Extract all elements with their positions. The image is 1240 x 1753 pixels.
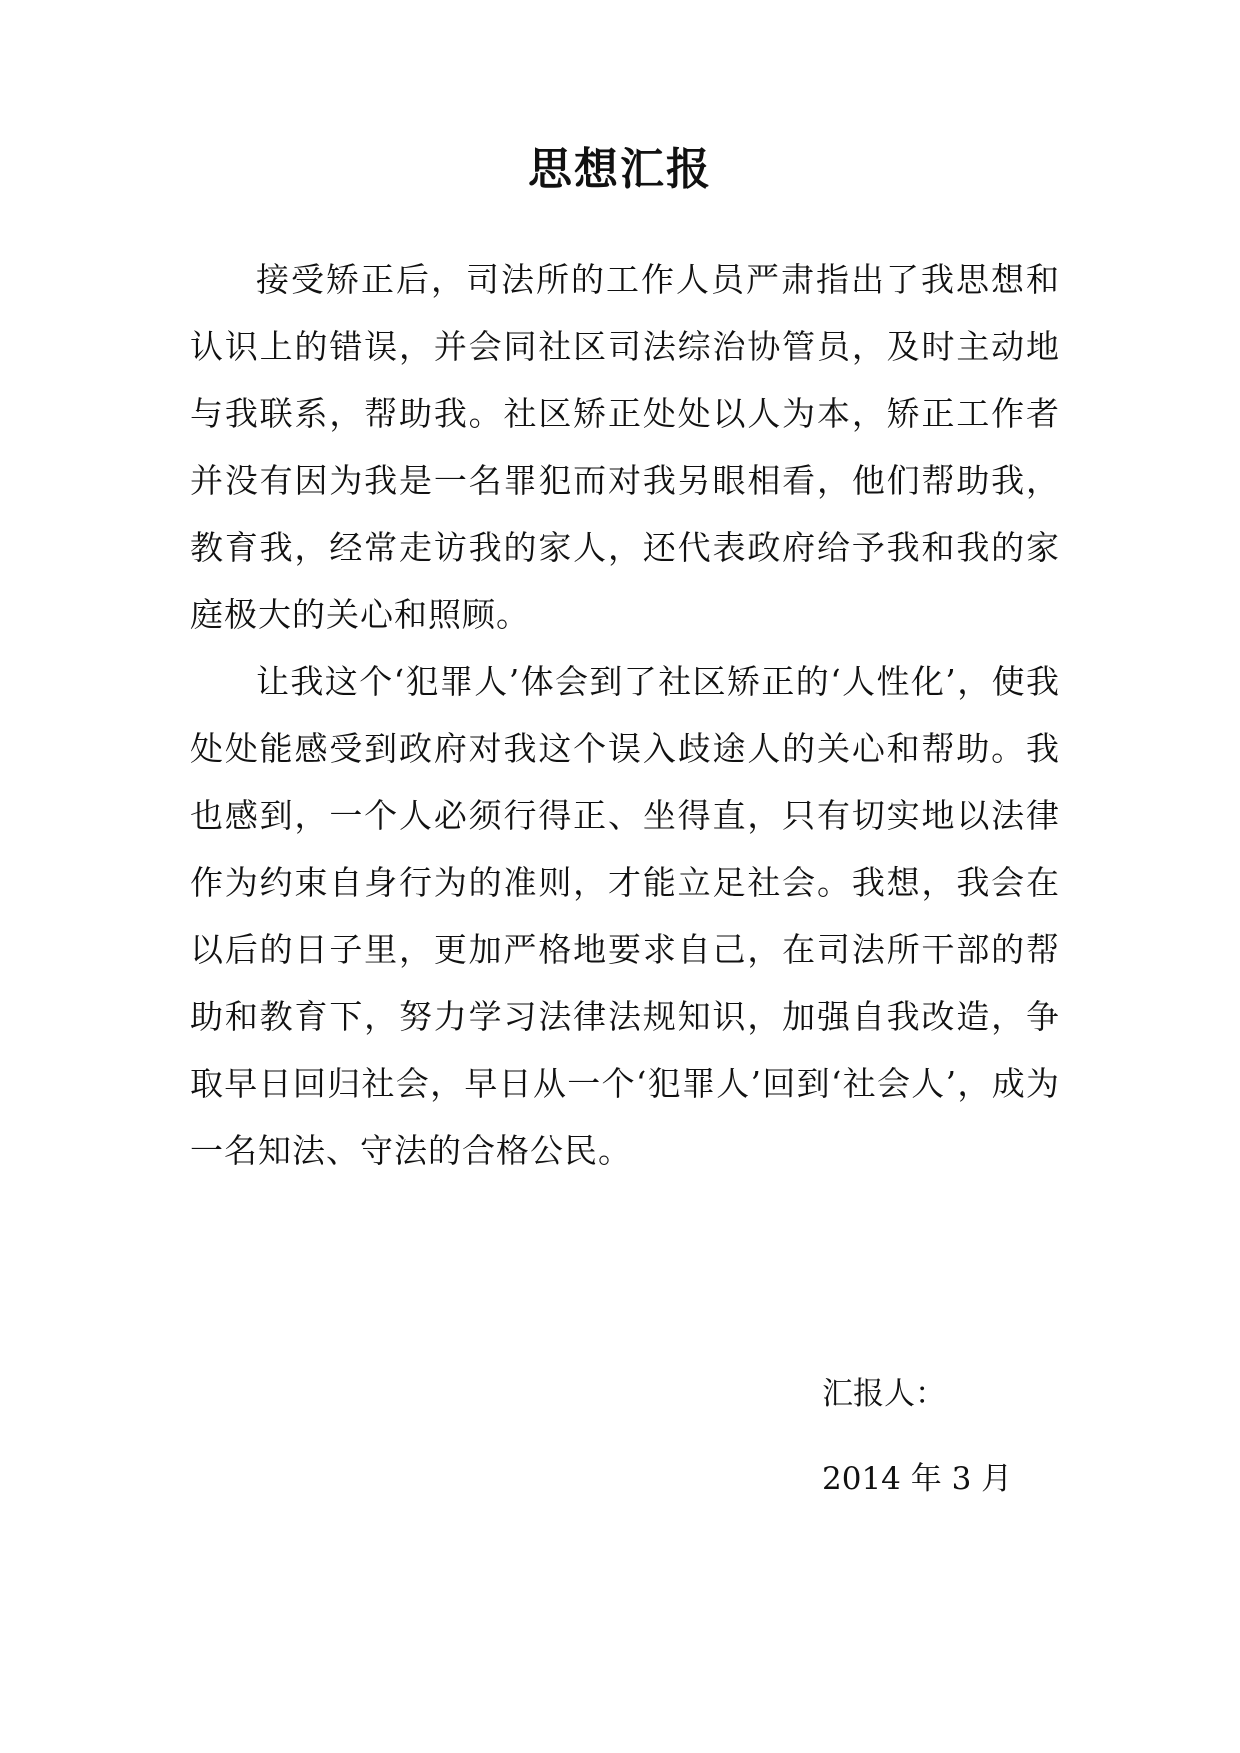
reporter-label: 汇报人： — [822, 1376, 946, 1412]
document-title: 思想汇报 — [528, 144, 712, 195]
report-date: 2014 年 3 月 — [822, 1461, 1013, 1497]
signature-block — [822, 1352, 1202, 1522]
paragraph-1: 接受矫正后，司法所的工作人员严肃指出了我思想和认识上的错误，并会同社区司法综治协管员，及时主动地与我联系，帮助我。社区矫正处处以人为本，矫正工作者并没有因为我是一名罪犯而对我另眼相看，他们帮助我，教育我，经常走访我的家人，还代表政府给予我和我的家庭极大的关心和照顾。 — [190, 260, 1060, 634]
document-body — [190, 246, 1060, 1184]
paragraph-2: 让我这个‘犯罪人’体会到了社区矫正的‘人性化’，使我处处能感受到政府对我这个误入歧途人的关心和帮助。我也感到，一个人必须行得正、坐得直，只有切实地以法律作为约束自身行为的准则，才能立足社会。我想，我会在以后的日子里，更加严格地要求自己，在司法所干部的帮助和教育下，努力学习法律法规知识，加强自我改造，争取早日回归社会，早日从一个‘犯罪人’回到‘社会人’，成为一名知法、守法的合格公民。 — [190, 662, 1060, 1170]
